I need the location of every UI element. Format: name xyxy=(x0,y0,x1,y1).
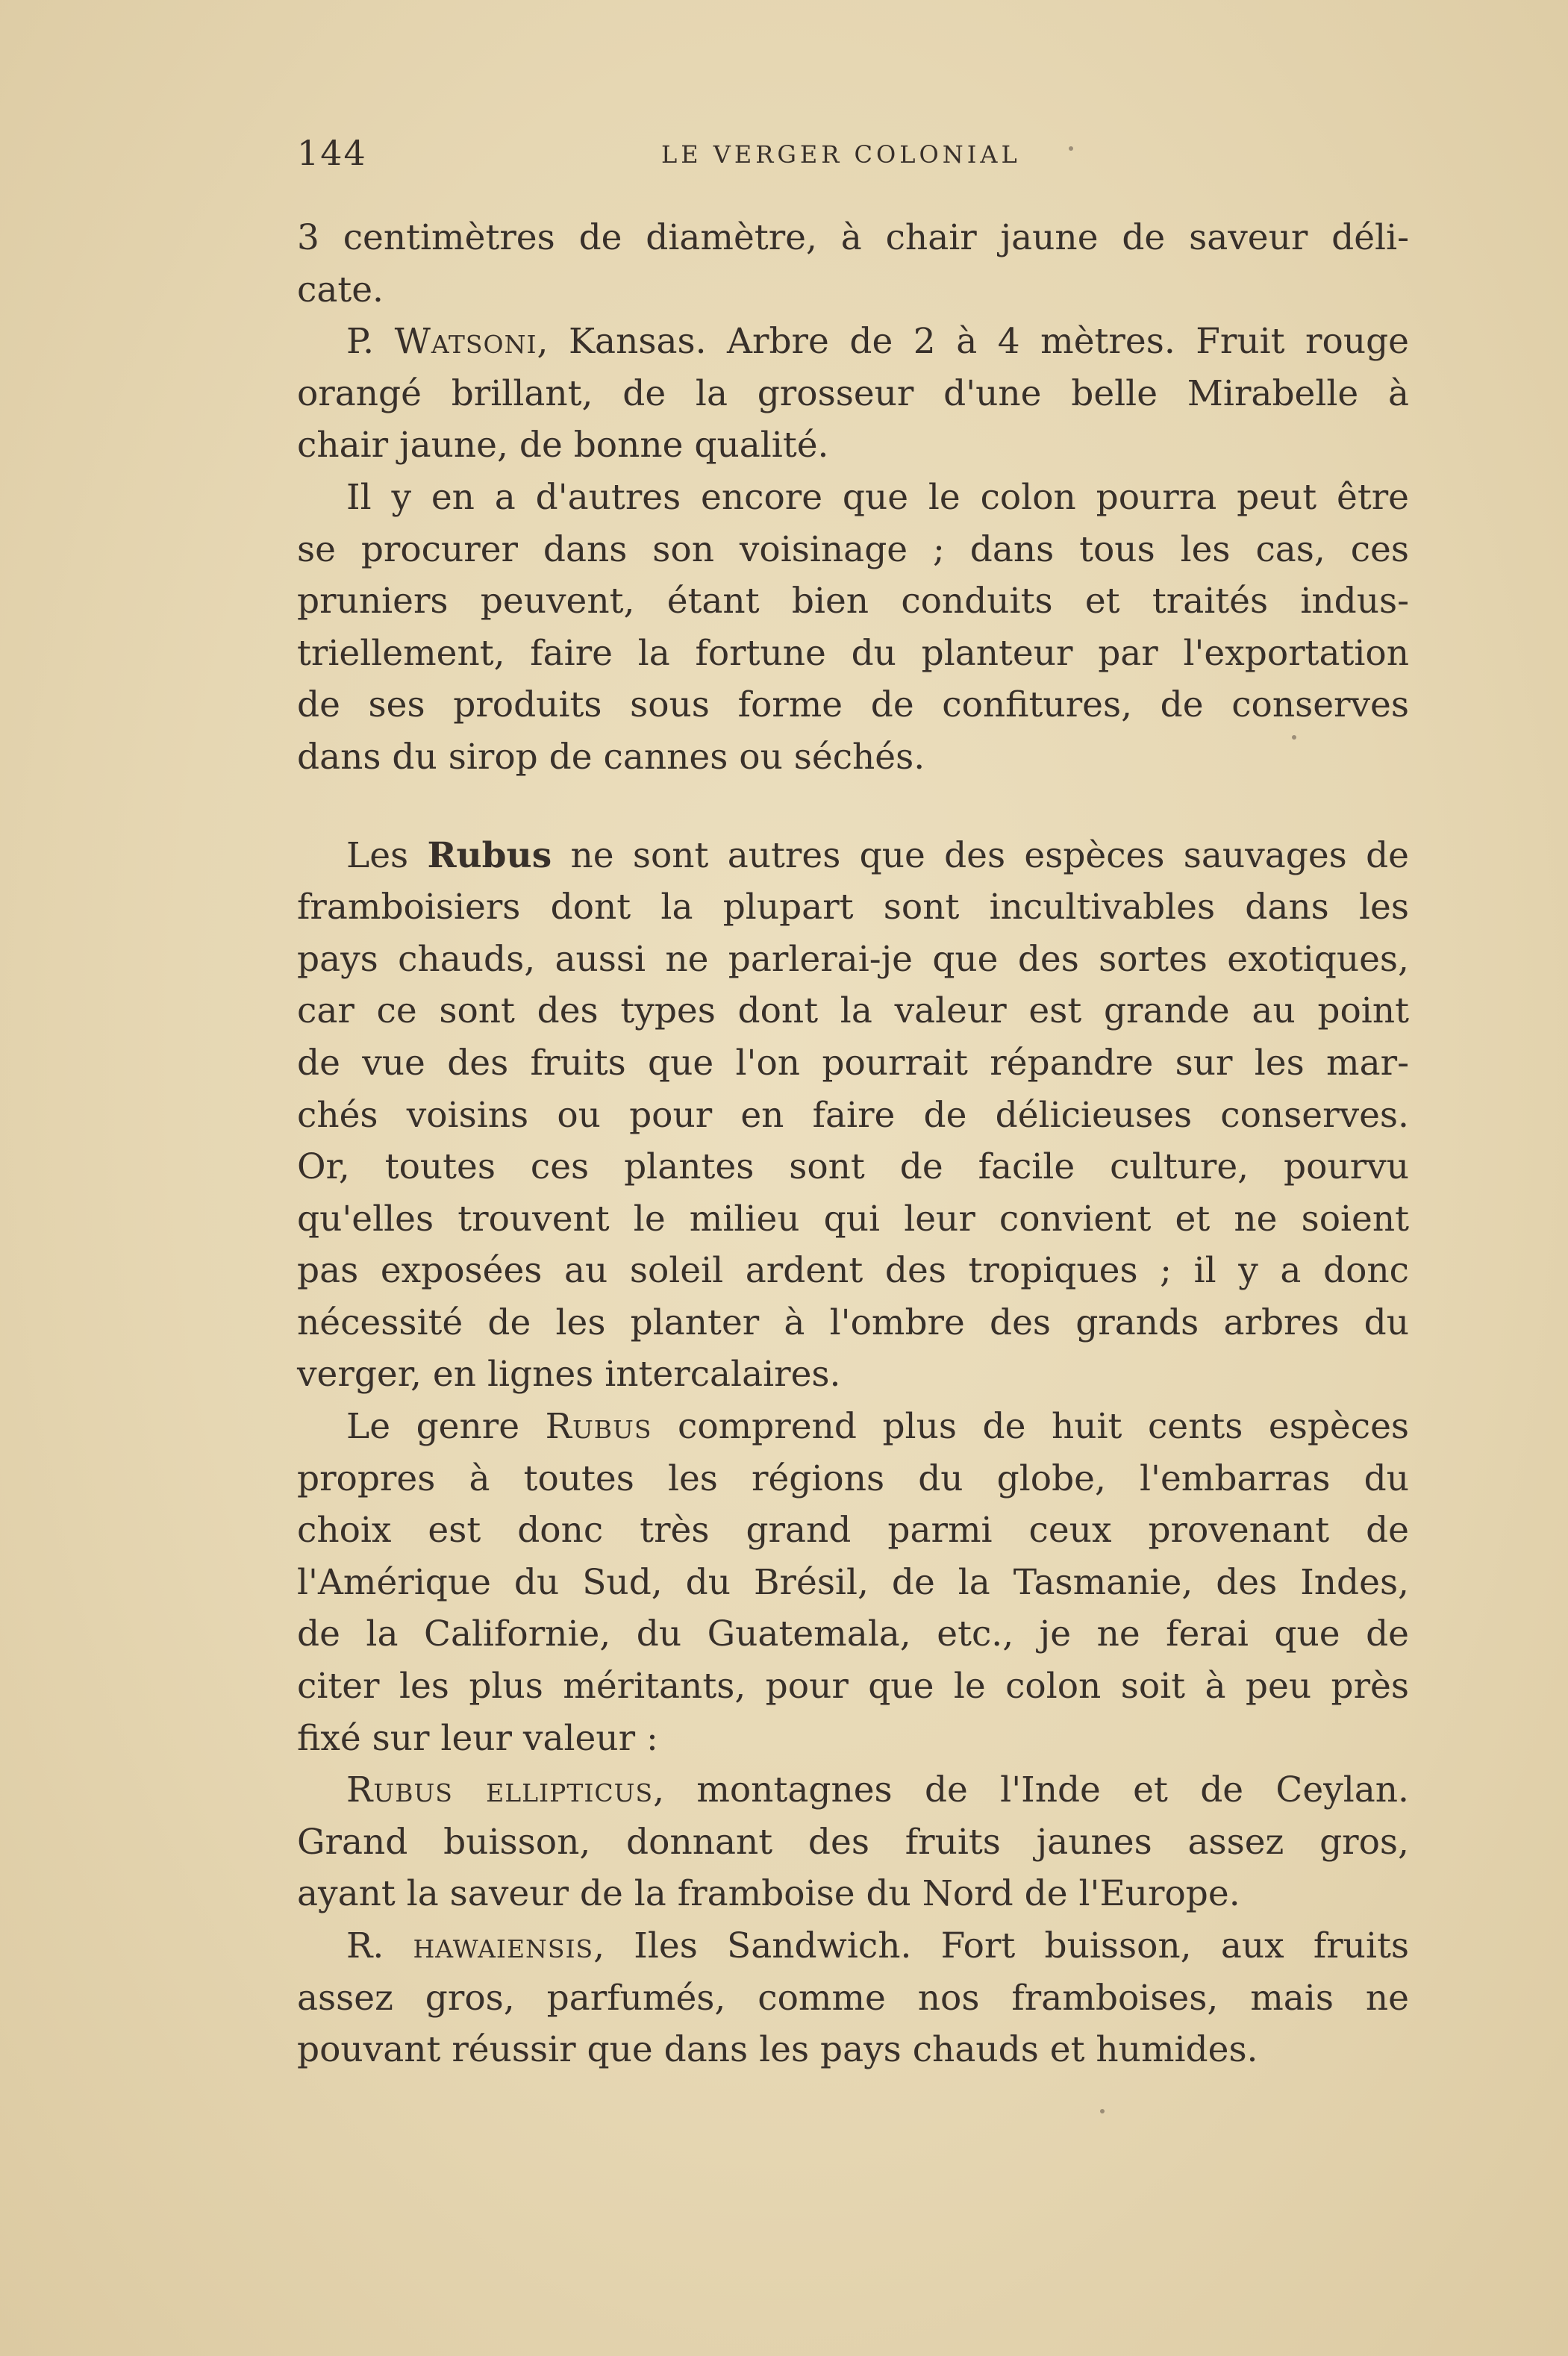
text-line: se procurer dans son voisinage ; dans tous les cas, ces xyxy=(297,528,1409,570)
text-line: pays chauds, aussi ne parlerai-je que des sortes exotiques, xyxy=(297,938,1409,980)
text-line: orangé brillant, de la grosseur d'une belle Mirabelle à xyxy=(297,372,1409,414)
text-line: Les Rubus ne sont autres que des espèces sauvages de xyxy=(346,834,1409,876)
text-line: Rubus ellipticus, montagnes de l'Inde et de Ceylan. xyxy=(346,1769,1409,1811)
text-line: l'Amérique du Sud, du Brésil, de la Tasmanie, des Indes, xyxy=(297,1561,1409,1603)
body-text xyxy=(297,212,1409,2076)
text-line: pouvant réussir que dans les pays chauds et humides. xyxy=(297,2029,1258,2071)
text-line: framboisiers dont la plupart sont incultivables dans les xyxy=(297,887,1409,928)
genus-name: Rubus xyxy=(427,834,552,876)
text-line: qu'elles trouvent le milieu qui leur convient et ne soient xyxy=(297,1198,1409,1240)
text-line: dans du sirop de cannes ou séchés. xyxy=(297,736,925,778)
text-line: de ses produits sous forme de confitures, de conserves xyxy=(297,684,1409,726)
text-line: cate. xyxy=(297,269,384,310)
text-line: pruniers peuvent, étant bien conduits et traités indus- xyxy=(297,581,1409,622)
text-line: ayant la saveur de la framboise du Nord de l'Europe. xyxy=(297,1873,1240,1915)
text-line: P. Watsoni, Kansas. Arbre de 2 à 4 mètres. Fruit rouge xyxy=(346,321,1409,363)
paragraph-gap xyxy=(297,784,1409,830)
text-line: de vue des fruits que l'on pourrait répandre sur les mar- xyxy=(297,1042,1409,1084)
text-line: R. hawaiensis, Iles Sandwich. Fort buisson, aux fruits xyxy=(346,1925,1409,1966)
text-line: assez gros, parfumés, comme nos framboises, mais ne xyxy=(297,1977,1409,2019)
text-line: choix est donc très grand parmi ceux provenant de xyxy=(297,1510,1409,1552)
paper-speck xyxy=(1292,735,1296,740)
text-line: Grand buisson, donnant des fruits jaunes assez gros, xyxy=(297,1821,1409,1863)
text-line: Or, toutes ces plantes sont de facile culture, pourvu xyxy=(297,1146,1409,1188)
paper-speck xyxy=(1069,146,1073,151)
text-line: triellement, faire la fortune du planteur par l'exportation xyxy=(297,632,1409,674)
text-line: propres à toutes les régions du globe, l'embarras du xyxy=(297,1457,1409,1499)
text-line: car ce sont des types dont la valeur est grande au point xyxy=(297,990,1409,1032)
species-name: Rubus ellipticus xyxy=(346,1769,654,1811)
text-line: verger, en lignes intercalaires. xyxy=(297,1354,841,1396)
text-line: Il y en a d'autres encore que le colon pourra peut être xyxy=(346,476,1409,518)
text-line: fixé sur leur valeur : xyxy=(297,1717,658,1759)
text-line: citer les plus méritants, pour que le colon soit à peu près xyxy=(297,1666,1409,1707)
text-line: 3 centimètres de diamètre, à chair jaune de saveur déli- xyxy=(297,217,1409,258)
page-number: 144 xyxy=(297,133,367,173)
running-head xyxy=(297,133,1416,185)
genus-name-smallcaps: Rubus xyxy=(545,1406,652,1448)
species-name: Watsoni xyxy=(394,321,537,363)
text-line: de la Californie, du Guatemala, etc., je ne ferai que de xyxy=(297,1613,1409,1655)
text-line: Le genre Rubus comprend plus de huit cents espèces xyxy=(346,1406,1409,1448)
text-line: nécessité de les planter à l'ombre des grands arbres du xyxy=(297,1302,1409,1343)
text-line: pas exposées au soleil ardent des tropiques ; il y a donc xyxy=(297,1250,1409,1292)
text-line: chair jaune, de bonne qualité. xyxy=(297,425,829,466)
text-line: chés voisins ou pour en faire de délicieuses conserves. xyxy=(297,1094,1409,1136)
species-name: hawaiensis xyxy=(413,1925,594,1966)
paper-speck xyxy=(1100,2109,1105,2113)
running-title: LE VERGER COLONIAL xyxy=(661,140,1021,169)
